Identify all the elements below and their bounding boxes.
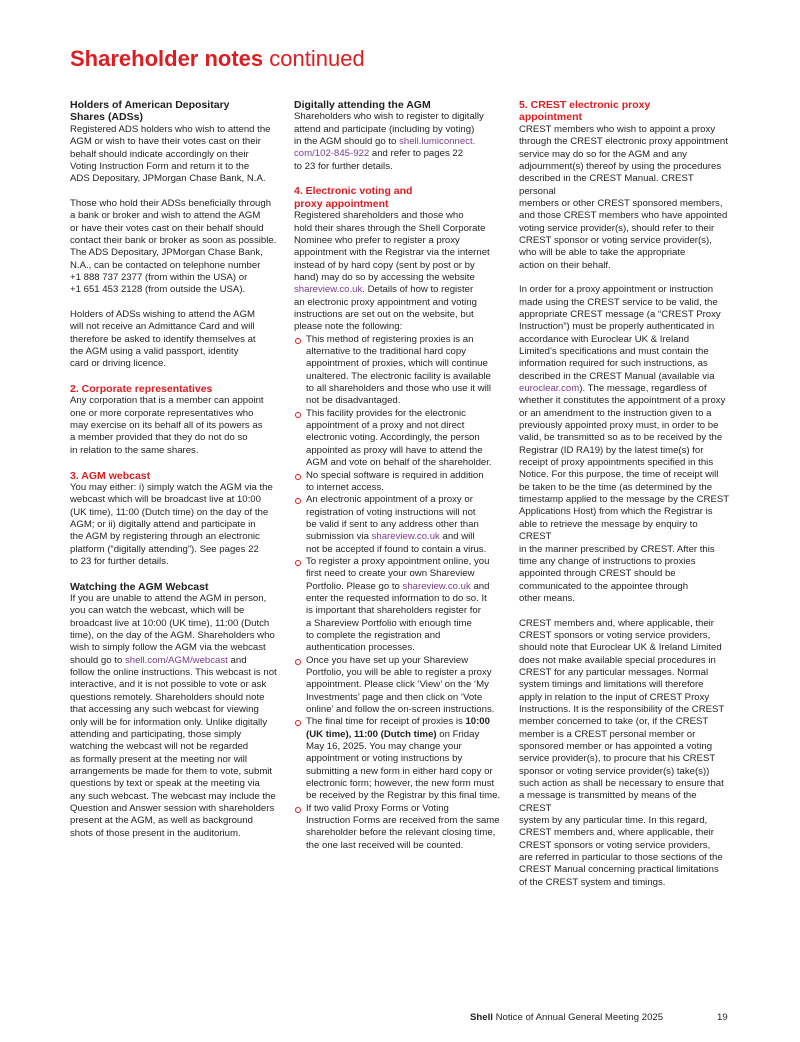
text-line: CREST members and, where applicable, their xyxy=(519,617,714,629)
section-heading-digitally-attending: Digitally attending the AGM xyxy=(294,99,431,111)
text-line: should note that Euroclear UK & Ireland Limited xyxy=(519,642,722,654)
text-line: system by any particular time. In this regard, xyxy=(519,815,708,827)
text-line: may exercise on its behalf all of its powers as xyxy=(70,420,263,432)
text-line: electronic form; however, the new form must xyxy=(306,778,495,790)
text-line: adjournment(s) thereof by using the procedures xyxy=(519,160,722,172)
text-line: an electronic proxy appointment and voting xyxy=(294,296,477,308)
text-line: and xyxy=(470,580,490,592)
text-line: appointment of a proxy and not direct xyxy=(306,420,465,432)
text-line: of the CREST system and timings. xyxy=(519,876,666,888)
text-line: An electronic appointment of a proxy or xyxy=(306,494,473,506)
text-line: shareholder before the relevant closing time, xyxy=(306,827,496,839)
text-line: first need to create your own Shareview xyxy=(306,568,475,580)
text-line: Registered shareholders and those who xyxy=(294,210,464,222)
text-line: a bank or broker and wish to attend the AGM xyxy=(70,210,261,222)
text-line: or an amendment to the instruction given to a xyxy=(519,407,712,419)
text-line: is important that shareholders register for xyxy=(306,605,481,617)
text-line: platform (“digitally attending”). See pages 22 xyxy=(70,543,259,555)
text-line: CREST members who wish to appoint a proxy xyxy=(519,123,716,135)
text-line: Those who hold their ADSs beneficially through xyxy=(70,197,272,209)
text-line: broadcast live at 10:00 (UK time), 11:00 (Dutch xyxy=(70,617,270,629)
text-line: service may do so for the AGM and any xyxy=(519,148,687,160)
text-line: Portfolio. Please go to xyxy=(306,580,403,592)
list-item xyxy=(294,334,504,408)
footer-brand: Shell xyxy=(470,1012,493,1023)
text-line: Once you have set up your Shareview xyxy=(306,654,469,666)
text-line: accordance with Euroclear UK & Ireland xyxy=(519,333,690,345)
text-line: hold their shares through the Shell Corporate xyxy=(294,222,486,234)
text-line: arrangements be made for them to vote, submit xyxy=(70,765,273,777)
section-heading-electronic-voting xyxy=(294,185,504,210)
crest-paragraph-3 xyxy=(519,618,731,890)
text-line: a message is transmitted by means of the CREST xyxy=(519,790,697,814)
text-line: the one last received will be counted. xyxy=(306,839,464,851)
text-line: Portfolio, you will be able to register a proxy xyxy=(306,667,492,678)
text-line: such action as shall be necessary to ensure that xyxy=(519,778,724,790)
text-line: receipt of proxy appointments specified in this xyxy=(519,457,714,469)
section-heading-ads xyxy=(70,99,278,124)
text-line: sponsored member or has appointed a voting xyxy=(519,741,713,752)
text-line: appropriate CREST message (a “CREST Proxy xyxy=(519,308,721,320)
watching-paragraph xyxy=(70,593,278,840)
text-line: instructions are set out on the website, but xyxy=(294,309,474,321)
text-line: time), on the day of the AGM. Shareholders who xyxy=(70,630,275,642)
text-line: To register a proxy appointment online, you xyxy=(306,555,490,567)
text-line: authentication processes. xyxy=(306,642,415,654)
shareview-link[interactable]: shareview.co.uk xyxy=(402,580,471,592)
section-heading-agm-webcast: 3. AGM webcast xyxy=(70,469,151,482)
proxy-bullet-list xyxy=(294,334,504,852)
text-line: follow the online instructions. This webcast is not xyxy=(70,667,277,679)
text-line: are referred in particular to those sections of the xyxy=(519,852,723,864)
text-line: and xyxy=(227,654,247,666)
heading-line: 5. CREST electronic proxy xyxy=(519,99,651,111)
text-line: card or driving licence. xyxy=(70,358,166,370)
ads-paragraph-1 xyxy=(70,124,278,186)
text-line: members or other CREST sponsored members, xyxy=(519,197,723,209)
text-line: No special software is required in addition xyxy=(306,469,484,481)
text-line: to 23 for further details. xyxy=(70,555,169,567)
column-left xyxy=(70,99,278,840)
text-line: and refer to pages 22 xyxy=(369,148,464,160)
list-item xyxy=(294,408,504,470)
text-line: one or more corporate representatives who xyxy=(70,407,254,419)
text-line: who will be able to take the appropriate xyxy=(519,247,686,259)
text-line: in the manner prescribed by CREST. After this xyxy=(519,543,715,555)
text-line: does not make available special procedures in xyxy=(519,654,716,666)
text-line: Instruction”) must be properly authenticated in xyxy=(519,321,715,333)
text-line: apply in relation to the input of CREST Proxy xyxy=(519,691,710,703)
heading-line: Shares (ADSs) xyxy=(70,111,143,124)
text-line: please note the following: xyxy=(294,321,403,333)
heading-line: Holders of American Depositary xyxy=(70,99,230,111)
text-line: hand) may do so by accessing the website xyxy=(294,272,475,283)
text-line: voting service provider(s), should refer to their xyxy=(519,222,715,234)
text-line: CREST sponsors or voting service providers, xyxy=(519,629,711,641)
text-line: submission via xyxy=(306,531,372,543)
text-line: +1 651 453 2128 (from outside the USA). xyxy=(70,284,246,296)
text-line: in the AGM should go to xyxy=(294,136,400,148)
webcast-paragraph xyxy=(70,482,278,568)
section-heading-crest xyxy=(519,99,731,124)
text-line: to complete the registration and xyxy=(306,629,441,641)
text-line: questions remotely. Shareholders should note xyxy=(70,691,265,703)
text-line: attend and participate (including by voting) xyxy=(294,123,475,135)
text-line: Limited’s specifications and must contain the xyxy=(519,346,709,357)
text-line: webcast which will be broadcast live at 10:00 xyxy=(70,494,261,506)
text-line: member concerned to take (or, if the CREST xyxy=(519,716,709,728)
heading-line: 4. Electronic voting and xyxy=(294,185,413,198)
crest-paragraph-1 xyxy=(519,124,731,272)
text-line: This method of registering proxies is an xyxy=(306,333,474,345)
text-line: Applications Host) from which the Registrar is xyxy=(519,506,713,518)
text-line: Question and Answer session with shareholders xyxy=(70,802,275,814)
page-footer xyxy=(470,1012,663,1024)
text-line: previously appointed proxy must, in order to be xyxy=(519,420,719,432)
text-line: attending and participating, those simply xyxy=(70,728,242,740)
text-line: appointment of proxies, which will continue xyxy=(306,358,488,370)
text-line: Voting Instruction Form and return it to the xyxy=(70,160,250,172)
text-line: Shareholders who wish to register to digitally xyxy=(294,111,484,123)
footer-document-title: Notice of Annual General Meeting 2025 xyxy=(492,1012,664,1023)
heading-line: proxy appointment xyxy=(294,197,389,210)
text-line: Instructions. It is the responsibility of the CREST xyxy=(519,703,725,715)
text-line: CREST sponsors or voting service providers, xyxy=(519,839,711,851)
text-line: sponsor or voting service provider(s) take(s)) xyxy=(519,765,710,777)
text-line: that accessing any such webcast for viewing xyxy=(70,704,259,716)
text-line: online’ and follow the on-screen instructions. xyxy=(306,704,495,716)
electronic-voting-paragraph xyxy=(294,210,504,333)
section-heading-corporate-representatives: 2. Corporate representatives xyxy=(70,383,213,396)
text-line: AGM or wish to have their votes cast on their xyxy=(70,136,261,148)
deadline-time: (UK time), 11:00 (Dutch time) xyxy=(306,728,437,740)
text-line: any such webcast. The webcast may include the xyxy=(70,790,276,802)
text-line: to 23 for further details. xyxy=(294,160,393,172)
text-line: CREST sponsor or voting service provider(s), xyxy=(519,234,712,246)
text-line: other means. xyxy=(519,592,575,604)
lumiconnect-link[interactable]: com/102-845-922 xyxy=(294,148,370,160)
text-line: whether it constitutes the appointment of a proxy xyxy=(519,395,726,407)
text-line: the AGM by registering through an electronic xyxy=(70,531,260,543)
lumiconnect-link[interactable]: shell.lumiconnect. xyxy=(399,136,476,148)
column-middle xyxy=(294,99,504,852)
text-line: to internet access. xyxy=(306,481,384,493)
text-line: be valid if sent to any address other than xyxy=(306,518,479,530)
section-heading-watching-webcast: Watching the AGM Webcast xyxy=(70,580,209,593)
shareview-link[interactable]: shareview.co.uk xyxy=(371,531,440,543)
text-line: instead of by hard copy (sent by post or by xyxy=(294,259,475,271)
text-line: CREST members and, where applicable, their xyxy=(519,827,714,839)
digital-paragraph xyxy=(294,111,504,173)
text-line: described in the CREST Manual. CREST personal xyxy=(519,173,694,197)
text-line: be received by the Registrar by this final time. xyxy=(306,790,501,802)
text-line: submitting a new form in either hard copy or xyxy=(306,765,493,777)
euroclear-link[interactable]: euroclear.com xyxy=(519,383,580,395)
page-title xyxy=(70,46,365,72)
text-line: . Details of how to register xyxy=(362,284,474,296)
text-line: timestamp applied to the message by the CREST xyxy=(519,494,730,506)
list-item xyxy=(294,556,504,655)
text-line: and those CREST members who have appointed xyxy=(519,210,728,222)
text-line: service provider(s), to procure that his CREST xyxy=(519,753,716,765)
text-line: Registrar (ID RA19) by the latest time(s) for xyxy=(519,444,704,456)
webcast-link[interactable]: shell.com/AGM/webcast xyxy=(124,654,228,666)
text-line: interactive, and it is not possible to vote or ask xyxy=(70,679,267,691)
text-line: described in the CREST Manual (available via xyxy=(519,370,715,382)
shareview-link[interactable]: shareview.co.uk xyxy=(294,284,363,296)
text-line: appointment with the Registrar via the internet xyxy=(294,247,490,259)
text-line: on Friday xyxy=(436,728,480,740)
column-right xyxy=(519,99,731,889)
text-line: or have their votes cast on their behalf should xyxy=(70,222,264,234)
text-line: Registered ADS holders who wish to attend the xyxy=(70,123,271,135)
text-line: to all shareholders and those who use it will xyxy=(306,383,492,395)
text-line: information required for such instructions, as xyxy=(519,358,708,370)
text-line: you can watch the webcast, which will be xyxy=(70,605,245,617)
text-line: valid, be transmitted so as to be received by the xyxy=(519,432,723,444)
text-line: be taken to be the time (as determined by the xyxy=(519,481,713,493)
text-line: through the CREST electronic proxy appointment xyxy=(519,136,728,148)
text-line: The ADS Depositary, JPMorgan Chase Bank, xyxy=(70,247,263,259)
text-line: CREST Manual concerning practical limitations xyxy=(519,864,719,876)
text-line: wish to simply follow the AGM via the webcast xyxy=(70,642,266,654)
text-line: Holders of ADSs wishing to attend the AGM xyxy=(70,308,256,320)
list-item xyxy=(294,494,504,556)
text-line: If two valid Proxy Forms or Voting xyxy=(306,802,449,814)
text-line: the AGM using a valid passport, identity xyxy=(70,346,239,357)
text-line: contact their bank or broker as soon as possible. xyxy=(70,234,277,246)
text-line: appointment or voting instructions by xyxy=(306,753,463,765)
text-line: appointed as proxy will have to attend the xyxy=(306,444,483,456)
text-line: will not receive an Admittance Card and will xyxy=(70,321,255,333)
text-line: behalf should indicate accordingly on their xyxy=(70,148,249,160)
text-line: action on their behalf. xyxy=(519,259,611,271)
text-line: able to retrieve the message by enquiry to CREST xyxy=(519,518,698,543)
text-line: ADS Depositary, JPMorgan Chase Bank, N.A. xyxy=(70,173,266,185)
text-line: enter the requested information to do so. It xyxy=(306,592,487,604)
text-line: questions by text or speak at the meeting via xyxy=(70,778,260,790)
text-line: not be disadvantaged. xyxy=(306,395,401,407)
text-line: therefore be asked to identify themselves at xyxy=(70,333,256,345)
corporate-paragraph xyxy=(70,395,278,457)
text-line: CREST for any particular messages. Normal xyxy=(519,666,709,678)
heading-line: appointment xyxy=(519,111,582,124)
text-line: communicated to the appointee through xyxy=(519,580,689,592)
list-item xyxy=(294,716,504,802)
text-line: (UK time), 11:00 (Dutch time) on the day of the xyxy=(70,506,269,518)
text-line: a member provided that they do not do so xyxy=(70,432,248,444)
text-line: In order for a proxy appointment or instruction xyxy=(519,284,714,296)
page-title-main: Shareholder notes xyxy=(70,46,264,71)
text-line: as formally present at the meeting nor will xyxy=(70,753,248,765)
list-item xyxy=(294,470,504,495)
text-line: AGM; or ii) digitally attend and participate in xyxy=(70,518,256,530)
text-line: member is a CREST personal member or xyxy=(519,728,696,740)
text-line: not be accepted if found to contain a virus. xyxy=(306,543,487,555)
text-line: system timings and limitations will therefore xyxy=(519,679,704,691)
text-line: present at the AGM, as well as background xyxy=(70,815,253,827)
list-item xyxy=(294,803,504,852)
text-line: shots of those present in the auditorium. xyxy=(70,827,241,839)
text-line: unaltered. The electronic facility is available xyxy=(306,370,491,382)
text-line: should go to xyxy=(70,654,125,666)
text-line: appointment. Please click ‘View’ on the ‘My xyxy=(306,679,489,691)
page-number: 19 xyxy=(717,1012,728,1023)
text-line: The final time for receipt of proxies is xyxy=(306,716,466,728)
ads-paragraph-3 xyxy=(70,309,278,371)
text-line: Instruction Forms are received from the same xyxy=(306,815,500,827)
text-line: +1 888 737 2377 (from within the USA) or xyxy=(70,271,248,283)
text-line: appointed through CREST should be xyxy=(519,568,676,580)
ads-paragraph-2 xyxy=(70,198,278,297)
text-line: Nominee who prefer to register a proxy xyxy=(294,234,460,246)
crest-paragraph-2 xyxy=(519,284,731,605)
text-line: and will xyxy=(439,531,475,543)
text-line: registration of voting instructions will not xyxy=(306,506,476,518)
text-line: time any change of instructions to proxies xyxy=(519,555,696,567)
text-line: AGM and vote on behalf of the shareholder. xyxy=(306,457,492,469)
text-line: N.A., can be contacted on telephone number xyxy=(70,259,261,271)
text-line: made using the CREST service to be valid, the xyxy=(519,296,718,308)
text-line: electronic voting. Accordingly, the person xyxy=(306,432,480,444)
page-title-continued: continued xyxy=(269,46,365,71)
list-item xyxy=(294,655,504,717)
text-line: only will be for information only. Unlike digitally xyxy=(70,716,268,728)
text-line: Any corporation that is a member can appoint xyxy=(70,395,264,407)
text-line: watching the webcast will not be regarded xyxy=(70,741,249,753)
text-line: May 16, 2025. You may change your xyxy=(306,741,462,753)
text-line: Notice. For this purpose, the time of receipt will xyxy=(519,469,719,481)
text-line: in relation to the same shares. xyxy=(70,444,199,456)
text-line: You may either: i) simply watch the AGM via the xyxy=(70,481,273,493)
text-line: Investments’ page and then click on ‘Vote xyxy=(306,691,483,703)
deadline-time: 10:00 xyxy=(465,716,490,728)
text-line: If you are unable to attend the AGM in person, xyxy=(70,593,267,605)
text-line: alternative to the traditional hard copy xyxy=(306,346,466,358)
text-line: ). The message, regardless of xyxy=(579,383,707,395)
text-line: a Shareview Portfolio with enough time xyxy=(306,617,472,629)
text-line: This facility provides for the electronic xyxy=(306,407,466,419)
